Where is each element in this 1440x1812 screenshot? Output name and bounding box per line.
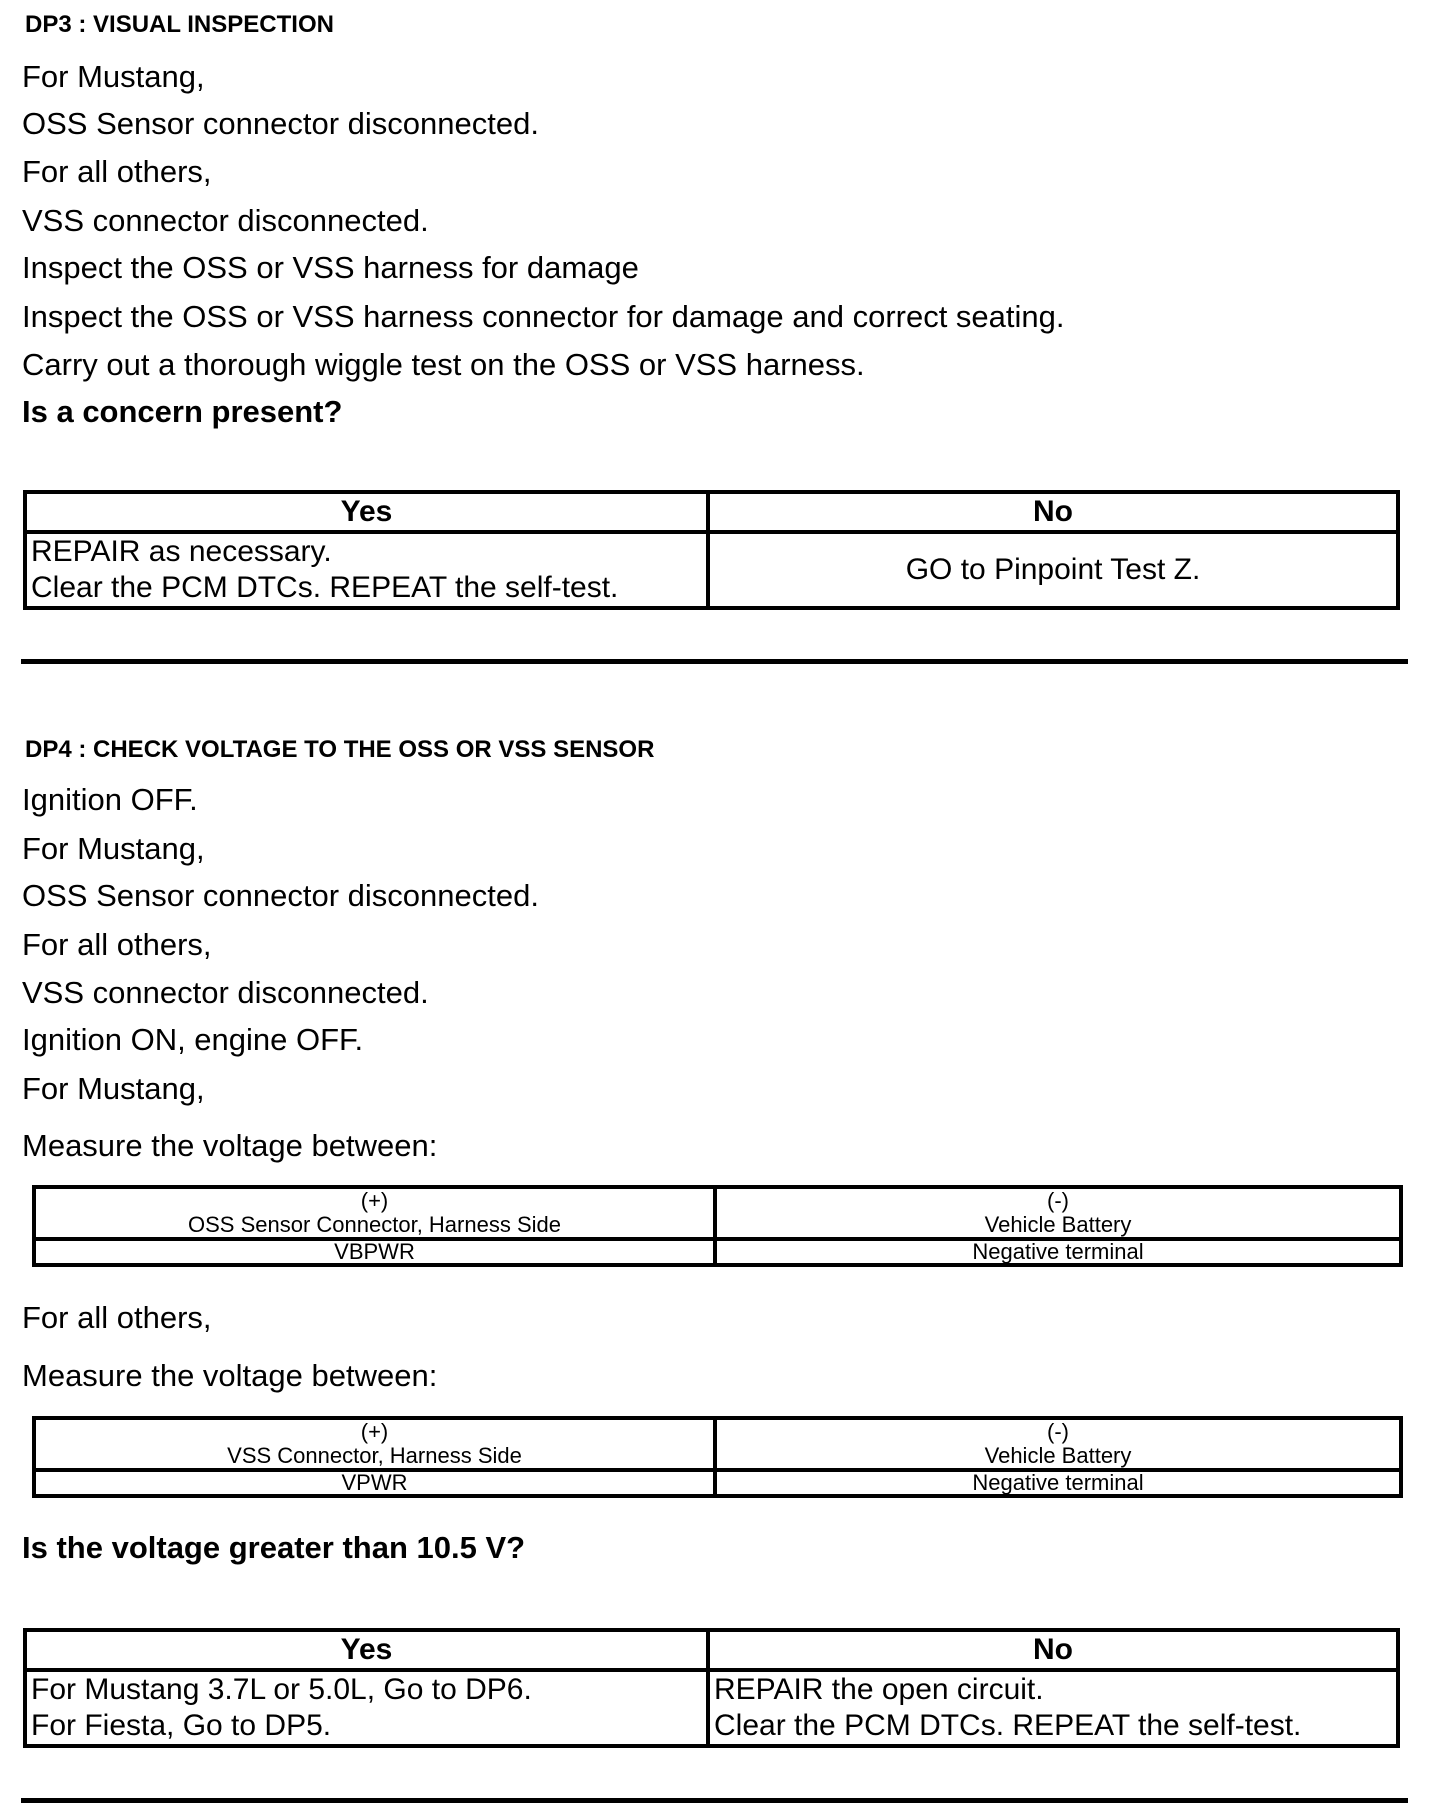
dp3-step: VSS connector disconnected. [22, 203, 429, 238]
dp3-step: OSS Sensor connector disconnected. [22, 106, 539, 141]
positive-probe-value: VPWR [34, 1470, 715, 1496]
positive-probe-header [34, 1418, 715, 1470]
dp4-step: Measure the voltage between: [22, 1128, 438, 1163]
dp4-result-table [23, 1628, 1400, 1748]
no-header: No [708, 492, 1398, 532]
dp3-step: Carry out a thorough wiggle test on the OSS or VSS harness. [22, 347, 865, 382]
positive-probe-header [34, 1187, 715, 1239]
minus-label: Vehicle Battery [984, 1443, 1132, 1468]
yes-line: REPAIR as necessary. [31, 535, 332, 568]
mustang-measurement-table [32, 1185, 1403, 1267]
yes-header: Yes [25, 1630, 708, 1670]
dp3-result-table [23, 490, 1400, 610]
dp3-step: Inspect the OSS or VSS harness connector for damage and correct seating. [22, 299, 1065, 334]
dp4-heading: DP4 : CHECK VOLTAGE TO THE OSS OR VSS SENSOR [25, 736, 655, 763]
dp4-step: For all others, [22, 927, 212, 962]
yes-header: Yes [25, 492, 708, 532]
yes-cell [25, 532, 708, 608]
plus-label: OSS Sensor Connector, Harness Side [188, 1212, 561, 1237]
no-header: No [708, 1630, 1398, 1670]
no-cell [708, 532, 1398, 608]
plus-symbol: (+) [360, 1188, 389, 1213]
dp3-heading: DP3 : VISUAL INSPECTION [25, 11, 334, 38]
dp4-step: Measure the voltage between: [22, 1358, 438, 1393]
dp4-step: Ignition OFF. [22, 782, 198, 817]
dp4-step: For Mustang, [22, 1071, 205, 1106]
dp4-step: OSS Sensor connector disconnected. [22, 878, 539, 913]
dp4-step: Ignition ON, engine OFF. [22, 1022, 364, 1057]
plus-label: VSS Connector, Harness Side [227, 1443, 522, 1468]
dp4-question: Is the voltage greater than 10.5 V? [22, 1530, 526, 1565]
section-divider [21, 1798, 1408, 1803]
yes-line: For Fiesta, Go to DP5. [31, 1709, 332, 1742]
others-measurement-table [32, 1416, 1403, 1498]
negative-probe-value: Negative terminal [715, 1239, 1401, 1265]
section-divider [21, 659, 1408, 664]
positive-probe-value: VBPWR [34, 1239, 715, 1265]
minus-symbol: (-) [1047, 1419, 1069, 1444]
no-line: REPAIR the open circuit. [714, 1673, 1044, 1706]
dp3-step: For Mustang, [22, 59, 205, 94]
no-line: Clear the PCM DTCs. REPEAT the self-test. [714, 1709, 1302, 1742]
minus-symbol: (-) [1047, 1188, 1069, 1213]
dp4-step: VSS connector disconnected. [22, 975, 429, 1010]
negative-probe-value: Negative terminal [715, 1470, 1401, 1496]
minus-label: Vehicle Battery [984, 1212, 1132, 1237]
no-line: GO to Pinpoint Test Z. [905, 553, 1201, 586]
no-cell [708, 1670, 1398, 1746]
yes-cell [25, 1670, 708, 1746]
yes-line: For Mustang 3.7L or 5.0L, Go to DP6. [31, 1673, 532, 1706]
yes-line: Clear the PCM DTCs. REPEAT the self-test. [31, 571, 619, 604]
dp4-step: For all others, [22, 1300, 212, 1335]
dp3-step: For all others, [22, 154, 212, 189]
negative-probe-header [715, 1418, 1401, 1470]
plus-symbol: (+) [360, 1419, 389, 1444]
negative-probe-header [715, 1187, 1401, 1239]
dp3-question: Is a concern present? [22, 394, 343, 429]
dp4-step: For Mustang, [22, 831, 205, 866]
dp3-step: Inspect the OSS or VSS harness for damage [22, 250, 639, 285]
